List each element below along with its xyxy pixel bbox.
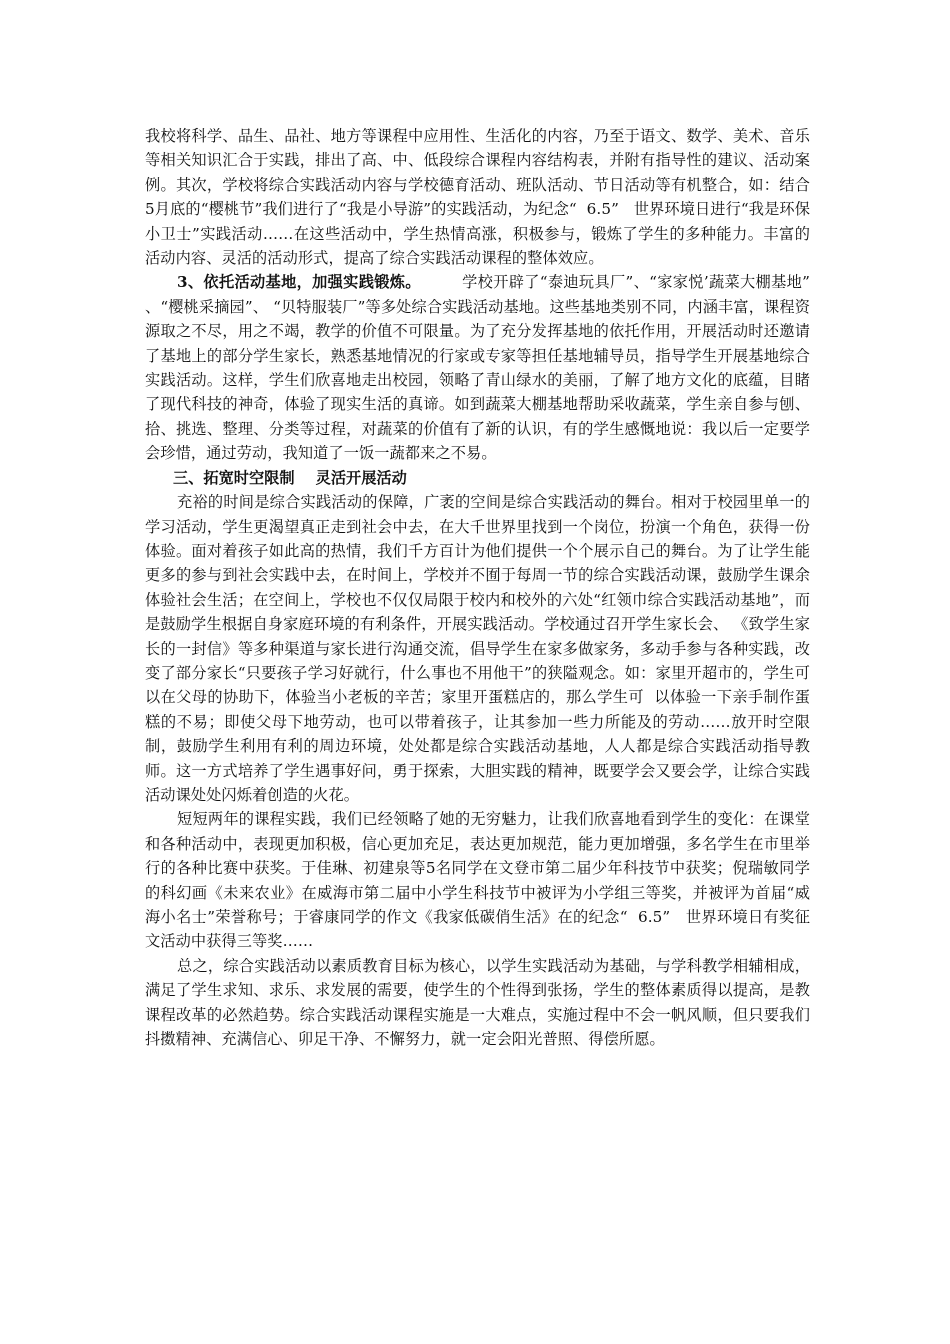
- section-heading-three: 三、拓宽时空限制 灵活开展活动: [173, 468, 407, 487]
- paragraph-conclusion: [145, 954, 810, 1052]
- subheading-activity-bases: 3、依托活动基地，加强实践锻炼。: [177, 273, 421, 292]
- paragraph-integration: [145, 124, 810, 270]
- paragraph-achievements: [145, 807, 810, 953]
- paragraph-activity-bases-text: 学校开辟了“泰迪玩具厂”、“家家悦’蔬菜大棚基地” 、“樱桃采摘园”、 “贝特服装厂”等多处综合实践活动基地。这些基地类别不同，内涵丰富，课程资源取之不尽，用之不竭，教学的价值不可限量。为了充分发挥基地的依托作用，开展活动时还邀请了基地上的部分学生家长，熟悉基地情况的行家或专家等担任基地辅导员，指导学生开展基地综合实践活动。这样，学生们欣喜地走出校园，领略了青山绿水的美丽，了解了地方文化的底蕴，目睹了现代科技的神奇，体验了现实生活的真谛。如到蔬菜大棚基地帮助采收蔬菜，学生亲自参与刨、拾、挑选、整理、分类等过程，对蔬菜的价值有了新的认识，有的学生感慨地说：我以后一定要学会珍惜，通过劳动，我知道了一饭一蔬都来之不易。: [145, 273, 815, 463]
- paragraph-time-space: [145, 490, 810, 807]
- paragraph-integration-text: 我校将科学、品生、品社、地方等课程中应用性、生活化的内容，乃至于语文、数学、美术、音乐等相关知识汇合于实践，排出了高、中、低段综合课程内容结构表，并附有指导性的建议、活动案例。其次，学校将综合实践活动内容与学校德育活动、班队活动、节日活动等有机整合，如：结合5月底的“樱桃节”我们进行了“我是小导游”的实践活动，为纪念“ 6.5” 世界环境日进行“我是环保小卫士”实践活动……在这些活动中，学生热情高涨，积极参与，锻炼了学生的多种能力。丰富的活动内容、灵活的活动形式，提高了综合实践活动课程的整体效应。: [145, 127, 810, 268]
- document-body: [145, 124, 815, 1051]
- paragraph-activity-bases: [145, 270, 815, 465]
- paragraph-achievements-text: 短短两年的课程实践，我们已经领略了她的无穷魅力，让我们欣喜地看到学生的变化：在课堂和各种活动中，表现更加积极，信心更加充足，表达更加规范，能力更加增强，多名学生在市里举行的各种比赛中获奖。于佳琳、初建泉等5名同学在文登市第二届少年科技节中获奖；倪瑞敏同学的科幻画《未来农业》在威海市第二届中小学生科技节中被评为小学组三等奖，并被评为首届“威海小名士”荣誉称号；于睿康同学的作文《我家低碳俏生活》在的纪念“ 6.5” 世界环境日有奖征文活动中获得三等奖……: [145, 810, 810, 951]
- paragraph-time-space-text: 充裕的时间是综合实践活动的保障，广袤的空间是综合实践活动的舞台。相对于校园里单一的学习活动，学生更渴望真正走到社会中去，在大千世界里找到一个岗位，扮演一个角色，获得一份体验。面对着孩子如此高的热情，我们千方百计为他们提供一个个展示自己的舞台。为了让学生能更多的参与到社会实践中去，在时间上，学校并不囿于每周一节的综合实践活动课，鼓励学生课余体验社会生活；在空间上，学校也不仅仅局限于校内和校外的六处“红领巾综合实践活动基地”，而是鼓励学生根据自身家庭环境的有利条件，开展实践活动。学校通过召开学生家长会、 《致学生家长的一封信》等多种渠道与家长进行沟通交流，倡导学生在家多做家务，多动手参与各种实践，改变了部分家长“只要孩子学习好就行，什么事也不用他干”的狭隘观念。如：家里开超市的，学生可以在父母的协助下，体验当小老板的辛苦；家里开蛋糕店的，那么学生可 以体验一下亲手制作蛋糕的不易；即使父母下地劳动，也可以带着孩子，让其参加一些力所能及的劳动……放开时空限制，鼓励学生利用有利的周边环境，处处都是综合实践活动基地，人人都是综合实践活动指导教师。这一方式培养了学生遇事好问，勇于探索，大胆实践的精神，既要学会又要会学，让综合实践活动课处处闪烁着创造的火花。: [145, 493, 810, 804]
- paragraph-conclusion-text: 总之，综合实践活动以素质教育目标为核心，以学生实践活动为基础，与学科教学相辅相成，满足了学生求知、求乐、求发展的需要，使学生的个性得到张扬，学生的整体素质得以提高，是教课程改革的必然趋势。综合实践活动课程实施是一大难点，实施过程中不会一帆风顺，但只要我们抖擞精神、充满信心、卯足干净、不懈努力，就一定会阳光普照、得偿所愿。: [145, 956, 810, 1049]
